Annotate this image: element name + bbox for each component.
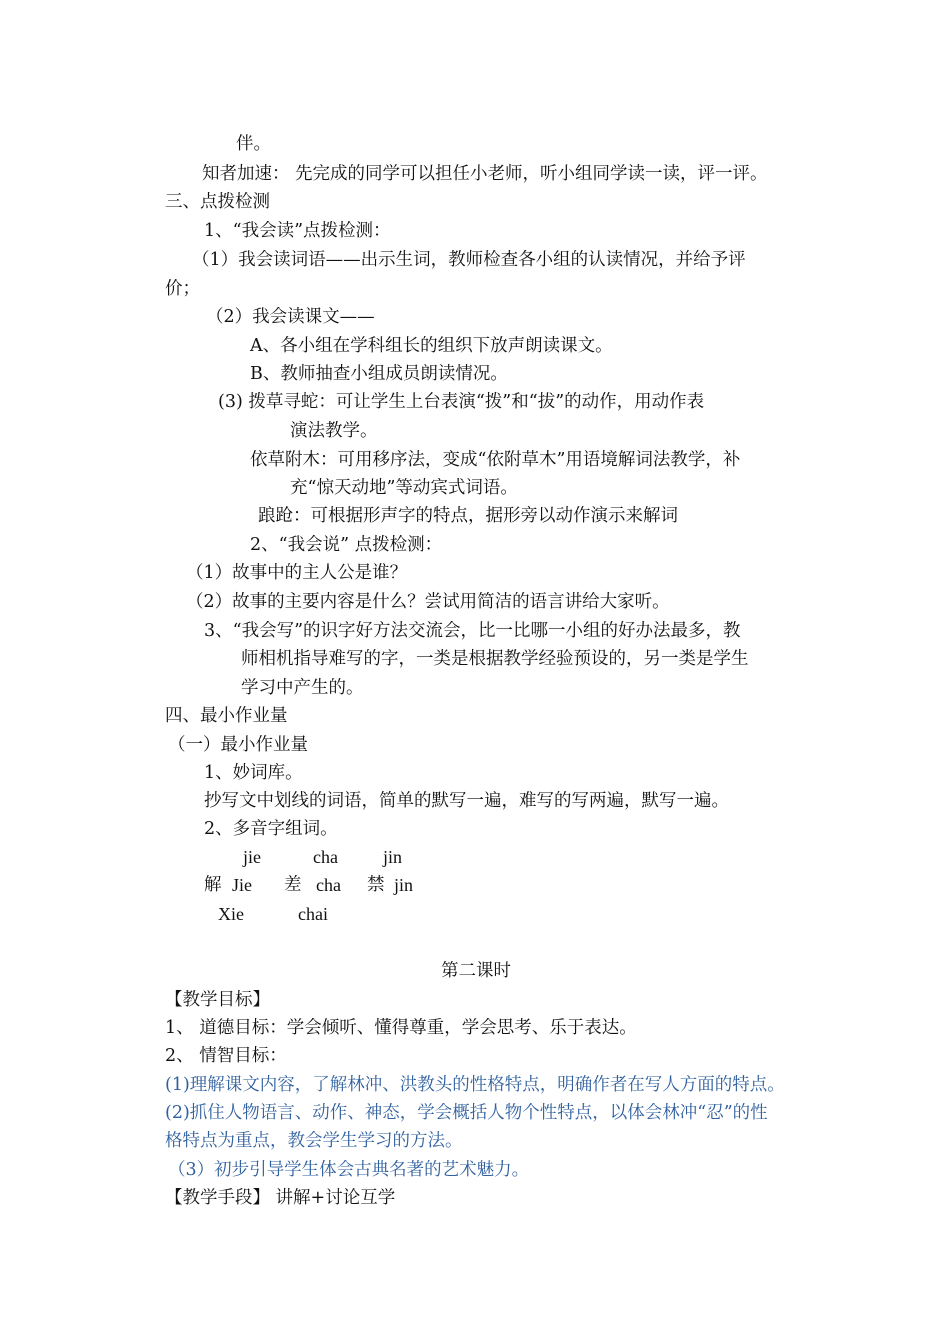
text-line: 2、 情智目标： bbox=[165, 1046, 287, 1066]
text-line: 3、“我会写”的识字好方法交流会，比一比哪一小组的好办法最多，教 bbox=[204, 621, 741, 641]
text-line: 2、多音字组词。 bbox=[204, 819, 338, 839]
text-line: （一）最小作业量 bbox=[168, 735, 308, 755]
pinyin: jie bbox=[243, 847, 261, 867]
pinyin: jin bbox=[383, 847, 403, 867]
text-line: 演法教学。 bbox=[290, 421, 378, 441]
objective-line: （3）初步引导学生体会古典名著的艺术魅力。 bbox=[168, 1160, 530, 1180]
text-line: 伴。 bbox=[236, 134, 271, 154]
section-heading: 四、最小作业量 bbox=[165, 706, 288, 726]
text-line: （1）故事中的主人公是谁？ bbox=[186, 563, 408, 583]
section-heading: 三、点拨检测 bbox=[165, 192, 270, 212]
text-line: 抄写文中划线的词语，简单的默写一遍，难写的写两遍，默写一遍。 bbox=[204, 791, 729, 811]
section-heading: 【教学目标】 bbox=[165, 990, 270, 1010]
text-line: 依草附木：可用移序法，变成“依附草木”用语境解词法教学，补 bbox=[250, 450, 741, 470]
text-line: 学习中产生的。 bbox=[241, 678, 364, 698]
lesson-title: 第二课时 bbox=[441, 961, 511, 981]
pinyin: cha bbox=[316, 875, 341, 895]
section-heading: 【教学手段】 讲解+讨论互学 bbox=[165, 1188, 396, 1208]
pinyin: cha bbox=[313, 847, 338, 867]
text-line: 价； bbox=[165, 279, 200, 299]
text-line: 踉跄：可根据形声字的特点，据形旁以动作演示来解词 bbox=[258, 506, 678, 526]
pinyin: Jie bbox=[232, 875, 252, 895]
text-line: 1、 道德目标：学会倾听、懂得尊重，学会思考、乐于表达。 bbox=[165, 1018, 637, 1038]
text-line: 师相机指导难写的字，一类是根据教学经验预设的，另一类是学生 bbox=[241, 649, 749, 669]
text-line: B、教师抽查小组成员朗读情况。 bbox=[250, 364, 508, 384]
polyphone-char: 解 bbox=[204, 875, 222, 895]
text-line: (3) 拨草寻蛇：可让学生上台表演“拨”和“拔”的动作，用动作表 bbox=[218, 392, 705, 412]
polyphone-char: 差 bbox=[284, 875, 302, 895]
text-line: 2、“我会说” 点拨检测： bbox=[250, 535, 443, 555]
objective-line: 格特点为重点，教会学生学习的方法。 bbox=[165, 1131, 463, 1151]
text-line: 充“惊天动地”等动宾式词语。 bbox=[290, 478, 518, 498]
text-line: （2）故事的主要内容是什么？尝试用简洁的语言讲给大家听。 bbox=[186, 592, 670, 612]
text-line: 知者加速： 先完成的同学可以担任小老师，听小组同学读一读，评一评。 bbox=[202, 164, 768, 184]
polyphone-char: 禁 bbox=[367, 875, 385, 895]
text-line: （2）我会读课文—— bbox=[206, 307, 375, 327]
text-line: 1、妙词库。 bbox=[204, 763, 303, 783]
objective-line: (1)理解课文内容，了解林冲、洪教头的性格特点，明确作者在写人方面的特点。 bbox=[165, 1075, 785, 1095]
objective-line: (2)抓住人物语言、动作、神态，学会概括人物个性特点，以体会林冲“忍”的性 bbox=[165, 1103, 768, 1123]
pinyin: jin bbox=[394, 875, 414, 895]
text-line: （1）我会读词语——出示生词，教师检查各小组的认读情况，并给予评 bbox=[192, 250, 746, 270]
pinyin: chai bbox=[298, 904, 328, 924]
pinyin: Xie bbox=[218, 904, 244, 924]
text-line: 1、“我会读”点拨检测： bbox=[204, 221, 391, 241]
text-line: A、各小组在学科组长的组织下放声朗读课文。 bbox=[250, 336, 613, 356]
